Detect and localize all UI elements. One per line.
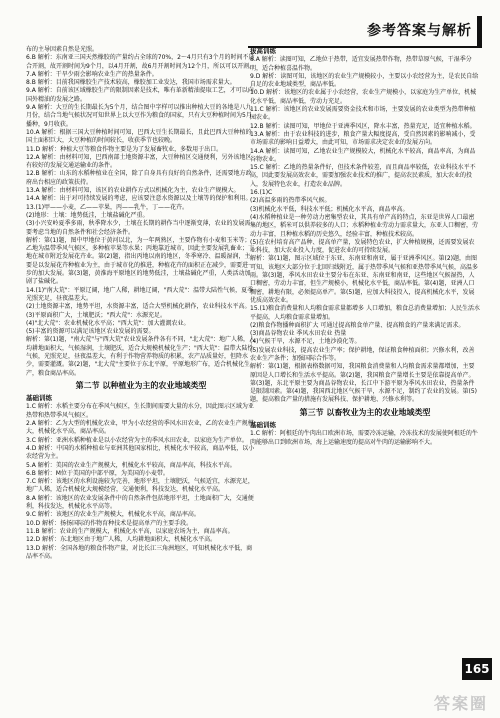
answer-paragraph: 9.A 解析：大豆的生长期最长为5个月，结合图中字样可以推出种植大豆的各地是八九月份，结合当地气候状况可知世界上以大豆作为粮食的国家，只有大豆种植时间为5月播种，9月收获。 bbox=[26, 104, 252, 128]
page-header bbox=[248, 14, 492, 48]
answer-paragraph: 15.(1)粮食消费量和人均粮食需求量都增多 人口增加，粮食总消费量增加；人民生活水平提高，人均粮食需求量增加。 bbox=[250, 305, 480, 321]
answer-paragraph: 12.B 解析：山东的水稻种植业在全国，除了自身具有良好的自然条件，还需要地方政府出台相应的政策扶持。 bbox=[26, 170, 252, 186]
header-title: 参考答案与解析 bbox=[367, 23, 472, 39]
section-label: 基础训练 bbox=[26, 394, 52, 403]
answer-paragraph: 1.C 解析：水稻主要分布在季风气候区，生长期间需要大量的水分，因此图示区域为亚热带和热带季风气候区。 bbox=[26, 403, 254, 419]
answer-paragraph: (2)地形：土壤：地势低洼，土壤盐碱化严重。 bbox=[26, 211, 149, 219]
answer-paragraph: 9.A 解析：自前该区域橡胶生产的限制因素是技术，唯有革新精油提取工艺，才可以向国外精油的发展之路。 bbox=[26, 87, 254, 103]
section-label: 拔高训练 bbox=[250, 47, 276, 55]
answer-paragraph: (4)"北大荒"：农业机械化水平高；"西大荒"：加大灌溉农业。 bbox=[26, 319, 190, 327]
answer-paragraph: (5)发展农业科技，提高农业生产率；保护耕地，保证粮食种植面积；兴修水利，改善农业生产条件；加强国际合作等。 bbox=[250, 346, 475, 362]
right-column bbox=[250, 46, 480, 447]
answer-paragraph: 15.C 解析：乙地的热量条件好，但技术条件较差，而且商品率较低，农业科技水平不高，因此要发展高效农业，需要加强农业技术的推广，提高农民素质，加大农业的投入，发展特色农业，打造农业品牌。 bbox=[250, 164, 476, 188]
answer-paragraph: 9.D 解析：读图可知，该地区的农业生产规模较小，主要以小农经营为主，是农民自给自足的农业地域类型，商品率低。 bbox=[250, 72, 479, 89]
answer-paragraph: 11.B 解析：农业的生产规模大，机械化水平高，以家庭农场为主，商品率高。 bbox=[26, 527, 234, 535]
answer-paragraph: 8.A 解析：该地区的农业发展条件中的自然条件包括地形平坦，土地面积广大，交通便利，科技发达，机械化水平高等。 bbox=[26, 494, 254, 511]
answer-paragraph: (3)商品谷物农业 季风水田农业 热量 bbox=[250, 330, 347, 338]
answer-paragraph: (3)平原面积广大，土壤肥沃；"西大荒"：水源充足。 bbox=[26, 311, 167, 319]
answer-paragraph: 布的主导因素自然是光照。 bbox=[26, 46, 99, 53]
answer-paragraph: 11.C 解析：该地区的农业发展需要资金技术和市场，主要发展的农业类型为热带种植园农业。 bbox=[250, 106, 476, 122]
answer-paragraph: 12.B 解析：读图可知，甲地位于亚洲季风区，降水丰富，热量充足，适宜种植水稻。 bbox=[250, 122, 476, 130]
answer-paragraph: 13.A 解析：由材料可知，该区的农业耕作方式以机械化为主，农业生产规模大。 bbox=[26, 187, 240, 195]
answer-paragraph: (2)粮食作物播种面积扩大 可通过提高粮食单产量、提高粮食的产量来满足需求。 bbox=[250, 321, 465, 329]
answer-paragraph: 3.C 解析：亚洲水稻种植业是以小农经营为主的季风水田农业，以家庭为生产单位。 bbox=[26, 436, 248, 444]
section-label: 基础训练 bbox=[250, 421, 276, 430]
answer-paragraph: 14.A 解析：读图可知，乙地农业生产规模较大，机械化水平较高，商品率高，为商品谷物农业。 bbox=[250, 147, 476, 163]
answer-paragraph: (5)在农村培育高产品种、提高单产量，发展特色农业，扩大种植规模，还需要发展农业科技，加大农业投入力度，促进农业的可持续发展。 bbox=[250, 238, 475, 255]
answer-paragraph: 7.A 解析：干旱少雨会影响农业生产的热量条件。 bbox=[26, 70, 158, 78]
answer-paragraph: 14.A 解析：出于对可持续发展的考虑，应该要注意水资源以及土壤等的保护和利用。 bbox=[26, 195, 252, 203]
answer-paragraph: 14.(1)"南大荒"：平原辽阔，地广人稀，耕地辽阔，"西大荒"：温带大陆性气候，夏季光照充足，昼夜温差大。 bbox=[26, 286, 254, 302]
page-number: 165 bbox=[462, 658, 492, 680]
section-title: 第三节 以畜牧业为主的农业地域类型 bbox=[299, 407, 431, 417]
section-title: 第二节 以种植业为主的农业地域类型 bbox=[75, 380, 207, 390]
answer-paragraph: 13.(1)甲——小麦，乙——苹果，丙——乳牛，丁——花卉。 bbox=[26, 203, 189, 211]
answer-paragraph: (2)高温多雨的热带季风气候。 bbox=[250, 197, 331, 205]
answer-paragraph: (5)丰富的资源可以满足该地区农业发展的需要。 bbox=[26, 328, 155, 336]
answer-paragraph: 解析：第(1)题，图中甲地位于黄河以北，为一年两熟区，主要作物有小麦和玉米等；乙地为温带季风气候区，多种植苹果等水果；丙地靠近城市，因此主要发展乳畜业；丁地在城市附近发展花卉业。第(2)题，指出丙地以南的地区，冬季寒冷、温暖湿润，主要是以发展花卉种植业为主，由于城市化的推进，种植花卉的面积正在减少，需要进一步的加大发展。第(3)题，黄淮海平原地区的地势低洼，土壤盐碱化严重，人类活动加剧了盐碱化。 bbox=[26, 236, 255, 286]
answer-paragraph: 解析：第(1)题，"南大荒"与"西大荒"农业发展条件各有不同，"北大荒"：地广人稀，人均耕地面积大，气候湿润，土壤肥沃，适合大规模机械化生产；"西大荒"：温带大陆性气候，光照充足，昼夜温差大，有利于作物营养物质的积累，农产品质量好，但降水少，需要灌溉。第(2)题，"北大荒"主要位于东北平原，平原地形广布，适合机械化生产，粮食商品率高。 bbox=[26, 336, 256, 377]
answer-paragraph: (3)机械化水平低，科技水平低；机械化水平高，商品率高。 bbox=[250, 205, 409, 213]
answer-paragraph: (4)气候干旱，水源不足，土地沙漠化等。 bbox=[250, 338, 361, 346]
answer-paragraph: 8.B 解析：目前我国橡胶生产技术较高，橡胶加工业发达，我国市场需求量大。 bbox=[26, 79, 236, 87]
answer-paragraph: 11.D 解析：种植大豆等粮食作物主要是为了发展畜牧业，多数用于出口。 bbox=[26, 145, 223, 153]
answer-paragraph: 2.A 解析：乙为大型的机械化农业，甲为小农经营的季风水田农业，乙的农业生产规模大，机械化水平高，商品率高。 bbox=[26, 420, 254, 436]
header-bar bbox=[477, 16, 482, 46]
answer-paragraph: 解析：第(1)题，根据表格数据可知，我国粮食消费量和人均粮食需求量都增加，主要原因是人口增长和生活水平提高。第(2)题，我国粮食产量增长主要是依靠提高单产。第(3)题，东北平原主要为商品谷物农业，长江中下游平原为季风水田农业，热量条件是限制因素。第(4)题，我国西北地区气候干旱，水源不足，制约了农业的发展。第(5)题，提高粮食产量的措施有发展科技、保护耕地、兴修水利等。 bbox=[250, 363, 477, 404]
answer-paragraph: 9.C 解析：该地区的农业生产规模大，机械化水平高，商品率高。 bbox=[26, 511, 200, 519]
answer-paragraph: 6.B 解析：东南亚三国天然橡胶的产量约占全球的70%，2～4月只有3个月的时间不适合开割，故开割时间为9个月，以4月开割，故6月开割时间为12个月，所以可以开割。 bbox=[26, 54, 256, 70]
answer-paragraph: 解析：第(1)题，图示区域位于东亚、东南亚和南亚，属于亚洲季风区。第(2)题，由图可知，该地区大部分位于北回归线附近，属于热带季风气候和亚热带季风气候，高温多雨。第(3)题，季风水田农业主要分布在东亚、东南亚和南亚，这些地区气候湿热，人口稠密，劳动力丰富，但生产规模小，机械化水平低，商品率低。第(4)题，亚洲人口稠密，耕地有限，必须提高单产。第(5)题，应加大科技投入，提高机械化水平，发展优质高效农业。 bbox=[250, 255, 479, 304]
answer-paragraph: 8.A 解析：读图可知，乙地位于热带，适宜发展热带作物，热带草原气候，干湿季分明，适合种植喜温作物。 bbox=[250, 56, 472, 72]
answer-paragraph: (2)土地资源丰富，地势平坦，水资源丰富，适合大型机械化耕作，农业科技水平高。 bbox=[26, 303, 251, 311]
answer-paragraph: 10.D 解析：该地区的农业属于小农经营，农业生产规模小，以家庭为生产单位，机械化水平低，商品率低，劳动力充足。 bbox=[250, 89, 477, 105]
left-column bbox=[26, 46, 256, 561]
answer-paragraph: 13.D 解析：全国各地的粮食作物产量，对比长江三角洲地区，可知机械化水平低，商品率不高。 bbox=[26, 544, 253, 560]
answer-paragraph: 10.D 解析：扬扬国际的作物育种技术是提高单产的主要手段。 bbox=[26, 519, 193, 527]
answer-paragraph: 5.A 解析：美国的农业生产规模大，机械化水平较高，商品率高，科技水平高。 bbox=[26, 461, 236, 469]
answer-paragraph: 1.C 解析：阿根廷的牛肉出口欧洲市场，需要冷冻运输，冷冻技术的发展使阿根廷的牛肉能够出口到欧洲市场，海上运输速度的提高对牛肉的运输影响不大。 bbox=[250, 430, 478, 446]
answer-paragraph: 4.D 解析：中国的水稻种植业与亚洲其他国家相比，机械化水平较高，商品率低，以小农经营为主。 bbox=[26, 444, 255, 461]
answer-paragraph: 16.(1)C bbox=[250, 189, 273, 197]
answer-paragraph: 13.A 解析：由于农业科技的进步，粮食产量大幅度提高，受自然因素的影响减小，受市场需求的影响日益增大，由此可知，市场需求决定农业的发展方向。 bbox=[250, 130, 476, 147]
answer-paragraph: 10.A 解析：根据三国大豆种植时间可知，巴西大豆生长期最长，且此巴西大豆种植的国土面积巨大，大豆种植的时间较长，收获季节也较晚。 bbox=[26, 128, 252, 145]
answer-paragraph: 12.D 解析：东北地区由于地广人稀，人均耕地面积大，机械化水平高。 bbox=[26, 536, 217, 544]
watermark-logo: 答案圈 bbox=[433, 694, 488, 713]
answer-paragraph: (3)小兴安岭夏季多雨，秋季降水少，土壤在长期的耕作当中逐渐变薄，农业的发展需要考虑当地的自然条件和社会经济条件。 bbox=[26, 220, 251, 236]
answer-paragraph: 7.C 解析：该地区的水利设施较为完善，地形平坦，土壤肥沃，气候适宜，水源充足，地广人稀，适合机械化大规模经营，交通便利，科技发达，机械化水平高。 bbox=[26, 478, 254, 494]
answer-paragraph: 12.A 解析：由材料可知，巴西南部土地资源丰富，大豆种植区交通便利，另外该地区有较好的发展交通运输业的条件。 bbox=[26, 153, 252, 170]
answer-paragraph: 6.B 解析：M位于美国的中部平原，为美国的小麦带。 bbox=[26, 469, 169, 477]
answer-paragraph: (4)水稻种植业是一种劳动力密集型农业，其具有单产高的特点，东亚是世界人口最密集的地区，稻米可以供养较多的人口；水稻种植业劳动力需求量大，东亚人口稠密，劳动力丰富，且种植水稻的历史悠久，经验丰富，种植技术较高。 bbox=[250, 213, 479, 238]
